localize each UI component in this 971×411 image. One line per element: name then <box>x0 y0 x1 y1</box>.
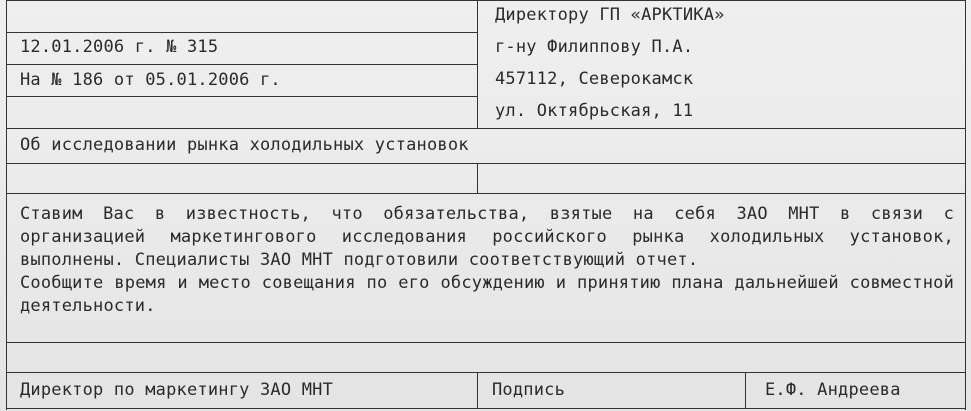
line-above-reference <box>6 64 477 65</box>
addressee-line-4: ул. Октябрьская, 11 <box>495 101 694 121</box>
signer-position: Директор по маркетингу ЗАО МНТ <box>20 380 334 400</box>
signature-divider-1 <box>477 372 478 408</box>
frame-top-line <box>6 0 966 1</box>
line-below-body <box>6 342 966 343</box>
line-above-date <box>6 32 477 33</box>
frame-bottom-line <box>6 408 966 409</box>
reference-number: На № 186 от 05.01.2006 г. <box>20 70 281 90</box>
frame-right-line <box>965 0 966 410</box>
letter-body <box>20 203 954 318</box>
body-paragraph-2: Сообщите время и место совещания по его обсуждению и принятию плана дальнейшей совместной деятельности. <box>20 273 954 316</box>
date-number: 12.01.2006 г. № 315 <box>20 37 219 57</box>
addressee-line-2: г-ну Филиппову П.А. <box>495 37 694 57</box>
addressee-line-3: 457112, Северокамск <box>495 69 694 89</box>
blank-row-divider <box>477 163 478 193</box>
addressee-line-1: Директору ГП «АРКТИКА» <box>495 5 725 25</box>
body-paragraph-1: Ставим Вас в известность, что обязательства, взятые на себя ЗАО МНТ в связи с организацией маркетингового исследования российского рынка холодильных установок, выполнены. Специалисты ЗАО МНТ подготовили соответствующий отчет. <box>20 204 954 270</box>
line-above-body <box>6 193 966 194</box>
signer-name: Е.Ф. Андреева <box>765 380 901 400</box>
line-above-subject <box>6 128 966 129</box>
line-above-signature <box>6 372 966 373</box>
frame-left-line <box>6 0 7 410</box>
signature-label: Подпись <box>492 380 566 400</box>
letter-subject: Об исследовании рынка холодильных установок <box>20 135 469 155</box>
header-divider <box>477 0 478 128</box>
line-below-subject <box>6 163 966 164</box>
line-below-reference <box>6 96 477 97</box>
signature-divider-2 <box>745 372 746 408</box>
